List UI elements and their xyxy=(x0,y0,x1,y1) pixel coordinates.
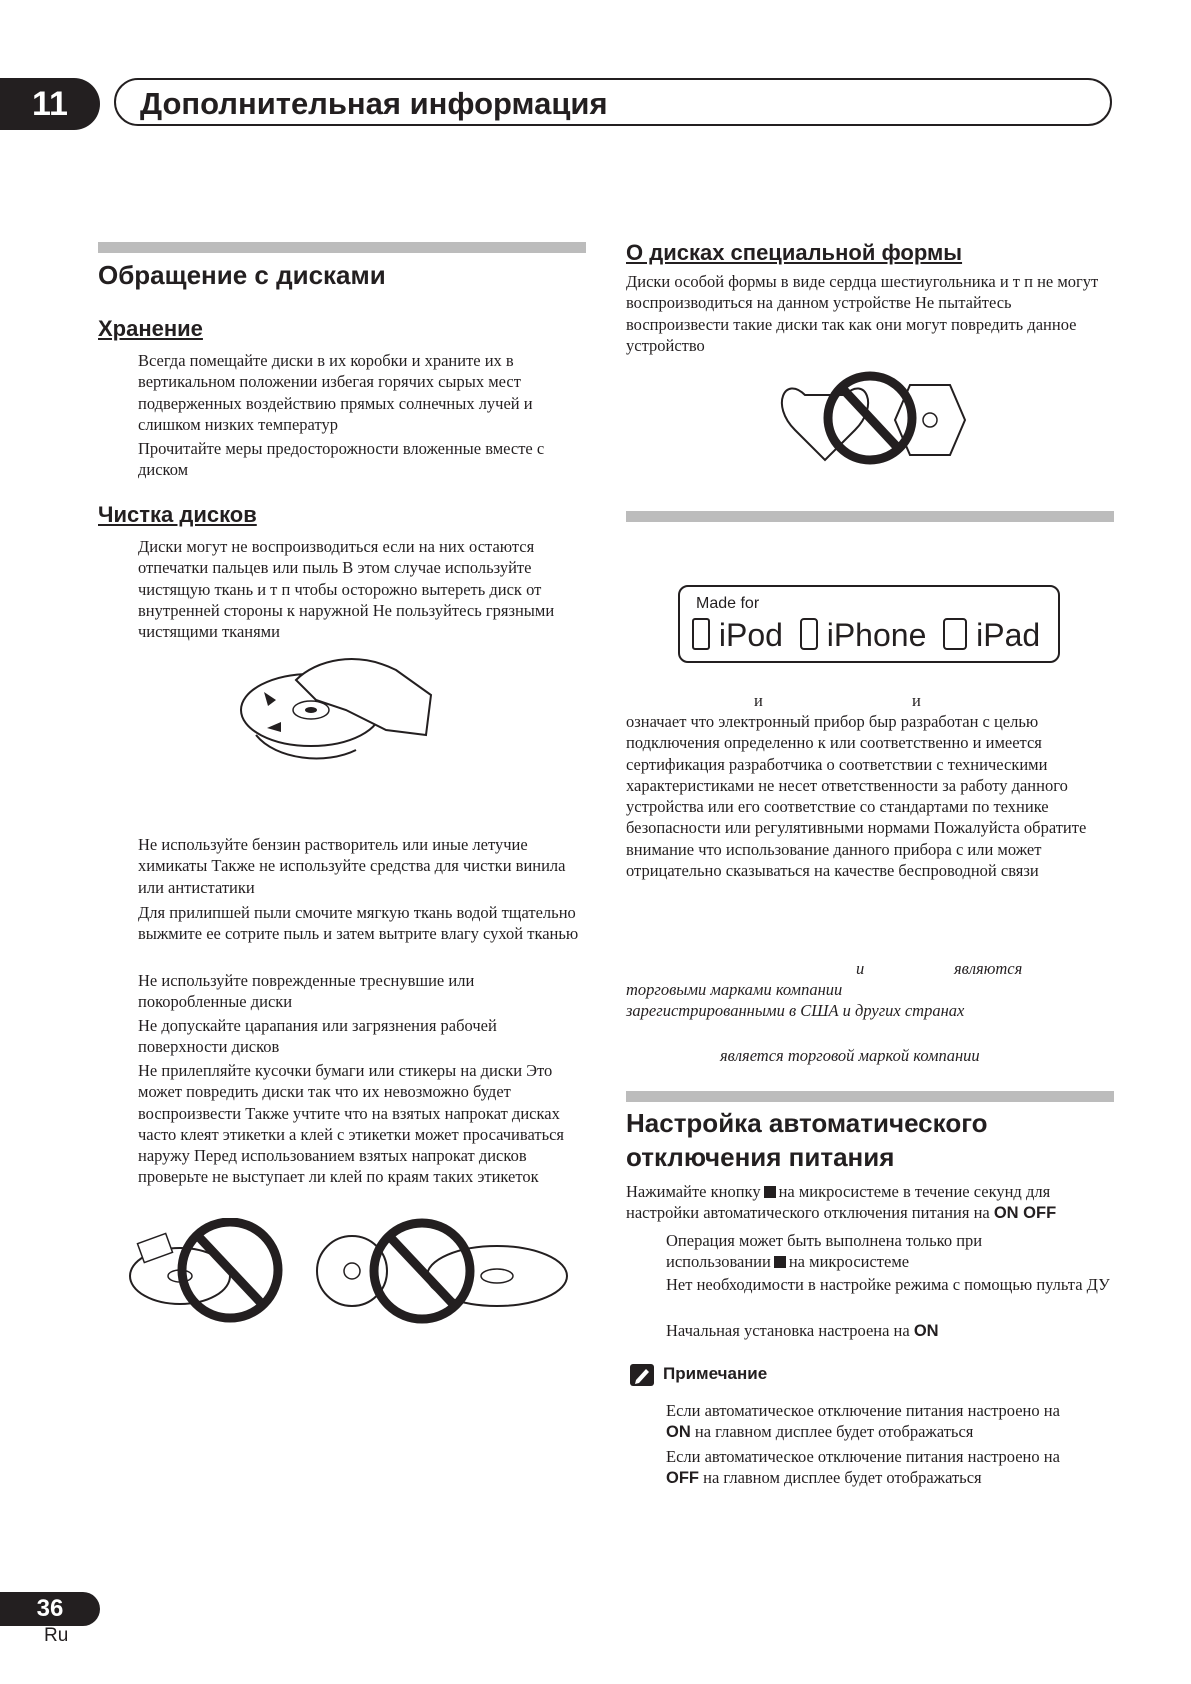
note-2-rest: на главном дисплее будет отображаться xyxy=(703,1468,982,1487)
auto-off-bullet-3-on: ON xyxy=(913,1322,939,1340)
note-2-line-2 xyxy=(666,1467,982,1489)
ipod-label: iPod xyxy=(718,617,783,653)
trademark-line-2: торговыми марками компании xyxy=(626,980,843,999)
chapter-number: 11 xyxy=(0,78,100,130)
note-title: Примечание xyxy=(663,1364,768,1383)
auto-off-intro-line-2 xyxy=(626,1202,1114,1224)
cleaning-intro: Диски могут не воспроизводиться если на них остаются отпечатки пальцев или пыль В этом случае используйте чистящую ткань и т п чтобы осторожно вытереть диск от внутренней стороны к наружной Не пользуйтесь грязными чистящими тканями xyxy=(138,537,555,642)
cleaning-paragraph-3: Не используйте поврежденные треснувшие или покоробленные диски xyxy=(138,971,475,1012)
no-sticker-illustration xyxy=(120,1218,290,1328)
trademark-are: являются xyxy=(954,959,1023,978)
page-number: 36 xyxy=(0,1592,100,1626)
made-for-fragment-1: и xyxy=(754,691,763,710)
ipod-icon xyxy=(692,618,710,650)
cleaning-heading: Чистка дисков xyxy=(98,502,257,527)
note-1-line-1: Если автоматическое отключение питания настроено на xyxy=(666,1401,1060,1420)
section-divider-3 xyxy=(626,1091,1114,1102)
cleaning-paragraph-5: Не прилепляйте кусочки бумаги или стикеры на диски Это может повредить диски так что их невозможно будет воспроизвести Также учтите что на взятых напрокат дисках часто клеят этикетки а клей с этикетки может просачиваться наружу Перед использованием взятых напрокат дисков проверьте не выступает ли клей по краям таких этикеток xyxy=(138,1061,565,1187)
auto-off-bullet-1b xyxy=(666,1251,909,1272)
special-shape-heading: О дисках специальной формы xyxy=(626,240,963,265)
trademark-line-4: является торговой маркой компании xyxy=(720,1046,980,1065)
made-for-label: Made for xyxy=(696,595,760,612)
auto-off-bullet-1c-text: на микросистеме xyxy=(788,1252,910,1271)
stop-button-icon xyxy=(764,1186,776,1198)
auto-off-bullet-2: Нет необходимости в настройке режима с помощью пульта ДУ xyxy=(666,1275,1110,1294)
storage-heading: Хранение xyxy=(98,316,203,341)
no-special-shape-disc-illustration xyxy=(770,370,970,470)
chapter-title: Дополнительная информация xyxy=(114,78,1112,126)
section-divider-2 xyxy=(626,511,1114,522)
no-warped-disc-illustration xyxy=(312,1216,572,1326)
ipad-icon xyxy=(943,618,967,650)
auto-off-intro-c: настройки автоматического отключения питания на xyxy=(626,1203,990,1222)
iphone-label: iPhone xyxy=(826,617,927,653)
auto-off-bullet-1b-text: использовании xyxy=(666,1252,771,1271)
special-shape-text: Диски особой формы в виде сердца шестиугольника и т п не могут воспроизводиться на данном устройстве Не пытайтесь воспроизвести такие диски так как они могут повредить данное устройство xyxy=(626,272,1099,355)
cleaning-paragraph-4: Не допускайте царапания или загрязнения рабочей поверхности дисков xyxy=(138,1016,497,1057)
trademark-and: и xyxy=(856,959,865,978)
auto-off-intro-a: Нажимайте кнопку xyxy=(626,1182,761,1201)
storage-paragraph-1: Всегда помещайте диски в их коробки и храните их в вертикальном положении избегая горячих сырых мест подверженных воздействию прямых солнечных лучей и слишком низких температур xyxy=(138,351,533,434)
note-1-rest: на главном дисплее будет отображаться xyxy=(694,1422,974,1441)
section-divider xyxy=(98,242,586,253)
auto-off-on-off: ON OFF xyxy=(993,1204,1057,1222)
note-2-off: OFF xyxy=(666,1469,699,1487)
section-title-discs: Обращение с дисками xyxy=(98,260,386,290)
auto-off-bullet-3 xyxy=(666,1320,939,1342)
stop-button-icon-2 xyxy=(774,1256,786,1268)
trademark-line-3: зарегистрированными в США и других странах xyxy=(626,1001,965,1020)
storage-paragraph-2: Прочитайте меры предосторожности вложенные вместе с диском xyxy=(138,439,545,480)
note-pencil-icon xyxy=(630,1364,654,1386)
auto-off-intro-line-1 xyxy=(626,1181,1114,1202)
cleaning-paragraph-2: Для прилипшей пыли смочите мягкую ткань водой тщательно выжмите ее сотрите пыль и затем вытрите влагу сухой тканью xyxy=(138,903,579,944)
made-for-paragraph: означает что электронный прибор быр разработан с целью подключения определенно к или соответственно и имеется сертификация разработчика о соответствии с техническими характеристиками не несет ответственности за работу данного устройства или его соответствие со стандартами по технике безопасности или регулятивными нормами Пожалуйста обратите внимание что использование данного прибора с или может отрицательно сказываться на качестве беспроводной связи xyxy=(626,712,1087,881)
made-for-badge xyxy=(678,585,1060,663)
ipad-label: iPad xyxy=(976,617,1041,653)
language-code: Ru xyxy=(44,1625,69,1646)
auto-off-title-line-1: Настройка автоматического xyxy=(626,1108,988,1138)
made-for-fragment-2: и xyxy=(912,691,921,710)
disc-cleaning-illustration xyxy=(236,640,436,780)
note-1-on: ON xyxy=(666,1423,691,1441)
auto-off-title-line-2: отключения питания xyxy=(626,1142,895,1172)
note-2-line-1: Если автоматическое отключение питания настроено на xyxy=(666,1447,1060,1466)
cleaning-paragraph-1: Не используйте бензин растворитель или иные летучие химикаты Также не используйте средства для чистки винила или антистатики xyxy=(138,835,566,897)
auto-off-bullet-1a: Операция может быть выполнена только при xyxy=(666,1231,983,1250)
iphone-icon xyxy=(800,618,818,650)
note-1-line-2 xyxy=(666,1421,973,1443)
auto-off-intro-b: на микросистеме в течение секунд для xyxy=(778,1182,1051,1201)
auto-off-bullet-3-text: Начальная установка настроена на xyxy=(666,1321,910,1340)
